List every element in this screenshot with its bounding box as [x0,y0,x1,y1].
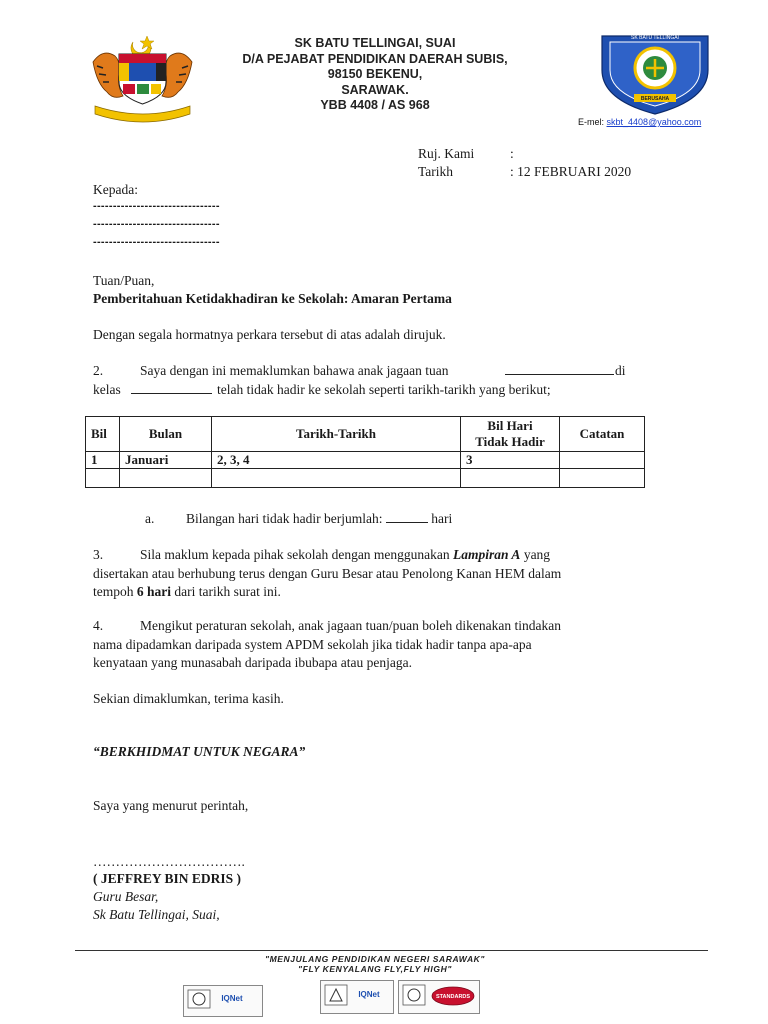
kepada-label: Kepada: [93,182,138,197]
table-cell: Januari [120,452,212,469]
paragraph-3 [93,546,653,602]
email-line [578,117,701,127]
footer-divider [75,950,708,951]
paragraph-4-number: 4. [93,618,104,633]
attendance-table [85,416,645,488]
school-logo-motto: BERUSAHA [640,96,670,102]
school-logo [596,28,714,116]
recipient-line-1: -------------------------------- [93,200,220,212]
recipient-line-2: -------------------------------- [93,218,220,230]
table-header-bil-hari [461,417,560,452]
paragraph-2-text-c: kelas [93,381,121,397]
footer-slogan [230,954,520,974]
certification-logo-3 [398,980,480,1014]
coat-of-arms-logo [85,32,200,124]
signatory-name: ( JEFFREY BIN EDRIS ) [93,871,242,886]
paragraph-2-text-a: Saya dengan ini memaklumkan bahawa anak jagaan tuan [140,363,449,378]
paragraph-3-text-b: yang [520,547,551,562]
paragraph-3-line-2: disertakan atau berhubung terus dengan Guru Besar atau Penolong Kanan HEM dalam [93,565,562,581]
address-line-3: SARAWAK. [341,82,409,97]
table-row [86,452,645,469]
table-cell: 2, 3, 4 [212,452,461,469]
ruj-label: Ruj. Kami [418,146,475,161]
yours-faithfully: Saya yang menurut perintah, [93,798,249,813]
email-label: E-mel: [578,117,605,127]
school-address-block [230,36,520,114]
cert-1-text: IQNet [221,994,243,1003]
paragraph-2-text-d: telah tidak hadir ke sekolah seperti tarikh-tarikh yang berikut; [217,381,551,397]
email-link[interactable]: skbt_4408@yahoo.com [606,117,702,127]
signatory-school: Sk Batu Tellingai, Suai, [93,907,220,922]
table-cell [461,469,560,488]
cert-2-text: IQNet [358,990,380,999]
salutation: Tuan/Puan, [93,273,155,288]
paragraph-3-text-d: dari tarikh surat ini. [171,584,281,599]
school-name: SK BATU TELLINGAI, SUAI [294,36,456,50]
table-cell [86,469,120,488]
footer-slogan-line-1: "MENJULANG PENDIDIKAN NEGERI SARAWAK" [264,954,486,964]
table-header-bil: Bil [86,417,120,452]
school-logo-text: SK BATU TELLINGAI [631,35,679,41]
table-header-row [86,417,645,452]
subject-line: Pemberitahuan Ketidakhadiran ke Sekolah: Amaran Pertama [93,291,452,306]
paragraph-2-number: 2. [93,363,104,378]
item-a-unit: hari [431,511,453,526]
paragraph-4-line-2: nama dipadamkan daripada system APDM sekolah jika tidak hadir tanpa apa-apa [93,636,532,652]
paragraph-3-days: 6 hari [136,584,172,599]
table-cell [560,452,645,469]
recipient-line-3: -------------------------------- [93,236,220,248]
table-cell [120,469,212,488]
table-header-tarikh: Tarikh-Tarikh [212,417,461,452]
signature-dots: ……………………………. [93,854,245,869]
table-header-bulan: Bulan [120,417,212,452]
table-cell: 3 [461,452,560,469]
certification-logo-1 [183,985,263,1017]
address-line-1: D/A PEJABAT PENDIDIKAN DAERAH SUBIS, [242,51,508,66]
tarikh-value: : 12 FEBRUARI 2020 [510,164,632,179]
table-cell: 1 [86,452,120,469]
class-blank[interactable] [131,381,212,394]
days-count-blank[interactable] [386,510,428,523]
table-header-bil-hari-line-1: Bil Hari [487,418,533,433]
cert-3-text: STANDARDS [435,994,471,1000]
address-line-2: 98150 BEKENU, [327,67,423,81]
paragraph-4-line-1: Mengikut peraturan sekolah, anak jagaan tuan/puan boleh dikenakan tindakan [140,618,561,633]
ruj-colon: : [510,146,514,161]
paragraph-3-text-c: tempoh [93,584,137,599]
item-a-text: Bilangan hari tidak hadir berjumlah: [186,511,383,526]
item-a-letter: a. [145,511,155,526]
footer-slogan-line-2: "FLY KENYALANG FLY,FLY HIGH" [298,964,452,974]
paragraph-4 [93,617,653,673]
school-code: YBB 4408 / AS 968 [320,98,430,112]
table-header-bil-hari-line-2: Tidak Hadir [475,434,545,449]
paragraph-1: Dengan segala hormatnya perkara tersebut di atas adalah dirujuk. [93,327,446,342]
paragraph-3-number: 3. [93,547,104,562]
certification-logo-2 [320,980,394,1014]
paragraph-2 [93,362,653,399]
signatory-title: Guru Besar, [93,889,159,904]
table-header-catatan: Catatan [560,417,645,452]
paragraph-2-text-b: di [615,363,626,378]
tarikh-label: Tarikh [418,164,454,179]
paragraph-4-line-3: kenyataan yang munasabah daripada ibubapa atau penjaga. [93,655,412,670]
lampiran-a-reference: Lampiran A [453,547,521,562]
table-cell [212,469,461,488]
paragraph-3-text-a: Sila maklum kepada pihak sekolah dengan menggunakan [140,547,454,562]
item-a [145,510,545,529]
motto: “BERKHIDMAT UNTUK NEGARA” [93,744,306,759]
table-cell [560,469,645,488]
table-row [86,469,645,488]
child-name-blank[interactable] [505,362,614,375]
closing-line: Sekian dimaklumkan, terima kasih. [93,691,284,706]
